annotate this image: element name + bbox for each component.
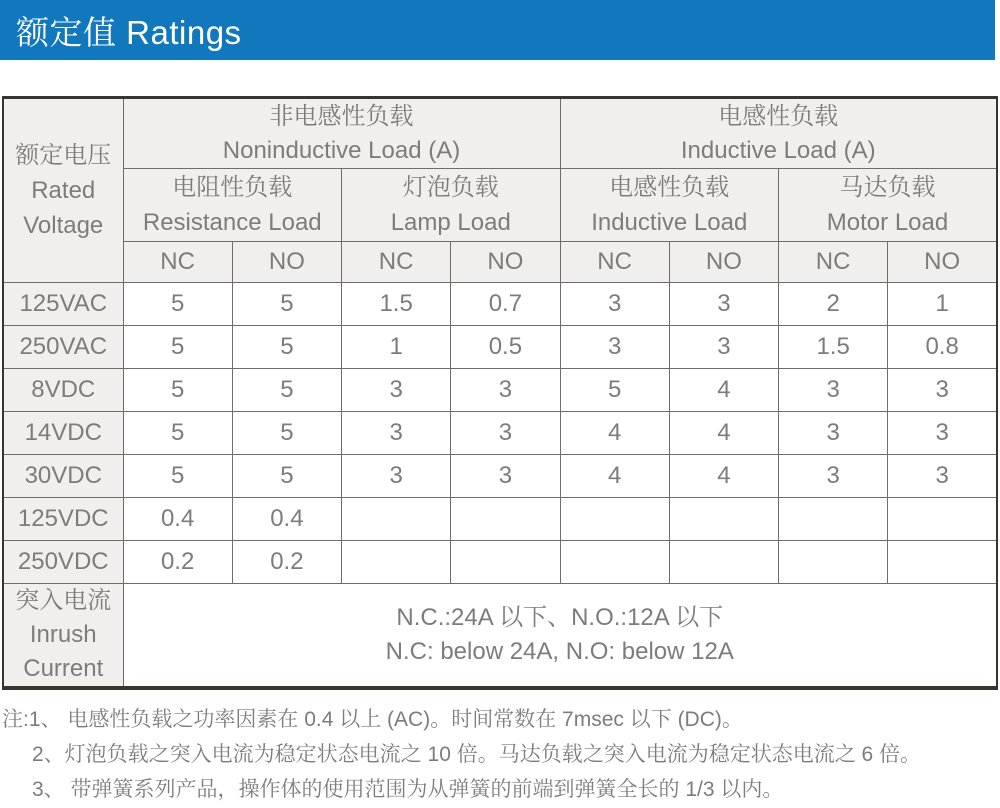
value-cell: 0.2 (232, 541, 341, 584)
note-1 (2, 702, 1000, 737)
table-row (3, 369, 997, 412)
nc-header: NC (342, 242, 451, 283)
value-cell (342, 541, 451, 584)
inductive-load-header (560, 169, 779, 242)
value-cell: 3 (888, 455, 997, 498)
nc-header: NC (123, 242, 232, 283)
rated-voltage-en1: Rated (31, 177, 96, 204)
value-cell (779, 541, 888, 584)
inductive-en: Inductive Load (A) (680, 136, 876, 164)
inrush-value (123, 584, 997, 689)
value-cell: 4 (669, 369, 778, 412)
value-cell: 3 (451, 455, 560, 498)
table-row (3, 412, 997, 455)
no-header: NO (888, 242, 997, 283)
inductive-sub-zh: 电感性负载 (609, 174, 730, 201)
value-cell: 3 (451, 369, 560, 412)
value-cell: 1.5 (342, 283, 451, 326)
voltage-cell: 250VDC (3, 541, 123, 584)
value-cell: 3 (560, 283, 669, 326)
value-cell: 3 (560, 326, 669, 369)
inductive-sub-en: Inductive Load (591, 209, 748, 236)
value-cell: 4 (560, 455, 669, 498)
value-cell (560, 498, 669, 541)
voltage-cell: 125VDC (3, 498, 123, 541)
value-cell: 3 (888, 369, 997, 412)
value-cell: 1 (888, 283, 997, 326)
value-cell (451, 498, 560, 541)
value-cell: 3 (342, 369, 451, 412)
rated-voltage-zh: 额定电压 (15, 142, 112, 169)
nc-header: NC (779, 242, 888, 283)
inrush-en2: Current (23, 655, 104, 682)
resistance-load-header (123, 169, 342, 242)
footnotes (2, 702, 1000, 807)
value-cell: 5 (232, 369, 341, 412)
inrush-en1: Inrush (29, 621, 97, 648)
table-row (3, 283, 997, 326)
table-row (3, 541, 997, 584)
value-cell: 0.5 (451, 326, 560, 369)
ratings-table (2, 96, 998, 690)
value-cell: 0.2 (123, 541, 232, 584)
value-cell: 5 (232, 455, 341, 498)
value-cell (451, 541, 560, 584)
title-bar (0, 0, 995, 60)
value-cell: 4 (669, 455, 778, 498)
note-1-text: 1、 电感性负载之功率因素在 0.4 以上 (AC)。时间常数在 7msec 以下 (DC)。 (28, 708, 743, 731)
value-cell: 5 (560, 369, 669, 412)
value-cell: 3 (451, 412, 560, 455)
inrush-text-en: N.C: below 24A, N.O: below 12A (385, 638, 734, 665)
value-cell: 5 (123, 283, 232, 326)
lamp-en: Lamp Load (390, 209, 511, 236)
table-row (3, 326, 997, 369)
value-cell: 0.4 (123, 498, 232, 541)
inrush-text-zh: N.C.:24A 以下、N.O.:12A 以下 (396, 604, 724, 631)
motor-zh: 马达负载 (839, 174, 936, 201)
value-cell: 4 (560, 412, 669, 455)
value-cell: 5 (123, 326, 232, 369)
value-cell: 2 (779, 283, 888, 326)
value-cell: 3 (669, 326, 778, 369)
value-cell (669, 541, 778, 584)
value-cell: 5 (232, 283, 341, 326)
value-cell: 5 (123, 369, 232, 412)
inductive-group-header (560, 98, 997, 169)
value-cell: 5 (232, 412, 341, 455)
noninductive-en: Noninductive Load (A) (222, 136, 461, 164)
value-cell: 3 (779, 455, 888, 498)
header-group-row (3, 98, 997, 169)
voltage-cell: 14VDC (3, 412, 123, 455)
noninductive-zh: 非电感性负载 (269, 102, 414, 130)
lamp-zh: 灯泡负载 (402, 174, 499, 201)
nc-header: NC (560, 242, 669, 283)
voltage-cell: 250VAC (3, 326, 123, 369)
inductive-zh: 电感性负载 (718, 102, 839, 130)
page-title: 额定值 Ratings (16, 13, 242, 51)
inrush-row (3, 584, 997, 689)
note-3: 3、 带弹簧系列产品，操作体的使用范围为从弹簧的前端到弹簧全长的 1/3 以内。 (32, 778, 784, 801)
resistance-zh: 电阻性负载 (172, 174, 293, 201)
value-cell: 5 (123, 412, 232, 455)
value-cell (779, 498, 888, 541)
resistance-en: Resistance Load (142, 209, 322, 236)
voltage-cell: 8VDC (3, 369, 123, 412)
value-cell: 0.8 (888, 326, 997, 369)
value-cell: 3 (669, 283, 778, 326)
value-cell: 3 (342, 412, 451, 455)
value-cell: 3 (779, 369, 888, 412)
value-cell: 0.4 (232, 498, 341, 541)
note-prefix: 注: (2, 708, 29, 731)
noninductive-group-header (123, 98, 560, 169)
value-cell (669, 498, 778, 541)
value-cell: 1.5 (779, 326, 888, 369)
value-cell: 4 (669, 412, 778, 455)
value-cell: 3 (779, 412, 888, 455)
no-header: NO (669, 242, 778, 283)
value-cell (342, 498, 451, 541)
header-sub-row (3, 169, 997, 242)
header-contact-row (3, 242, 997, 283)
no-header: NO (451, 242, 560, 283)
value-cell: 5 (232, 326, 341, 369)
motor-en: Motor Load (826, 209, 949, 236)
rated-voltage-header (3, 98, 123, 283)
value-cell: 1 (342, 326, 451, 369)
inrush-zh: 突入电流 (15, 587, 112, 614)
table-row (3, 498, 997, 541)
note-2: 2、灯泡负载之突入电流为稳定状态电流之 10 倍。马达负载之突入电流为稳定状态电流之 6 倍。 (32, 743, 922, 766)
value-cell: 3 (888, 412, 997, 455)
motor-load-header (779, 169, 998, 242)
lamp-load-header (342, 169, 561, 242)
value-cell: 3 (342, 455, 451, 498)
rated-voltage-en2: Voltage (23, 212, 104, 239)
voltage-cell: 125VAC (3, 283, 123, 326)
inrush-label (3, 584, 123, 689)
value-cell (560, 541, 669, 584)
value-cell: 5 (123, 455, 232, 498)
no-header: NO (232, 242, 341, 283)
voltage-cell: 30VDC (3, 455, 123, 498)
table-row (3, 455, 997, 498)
value-cell (888, 541, 997, 584)
value-cell (888, 498, 997, 541)
value-cell: 0.7 (451, 283, 560, 326)
